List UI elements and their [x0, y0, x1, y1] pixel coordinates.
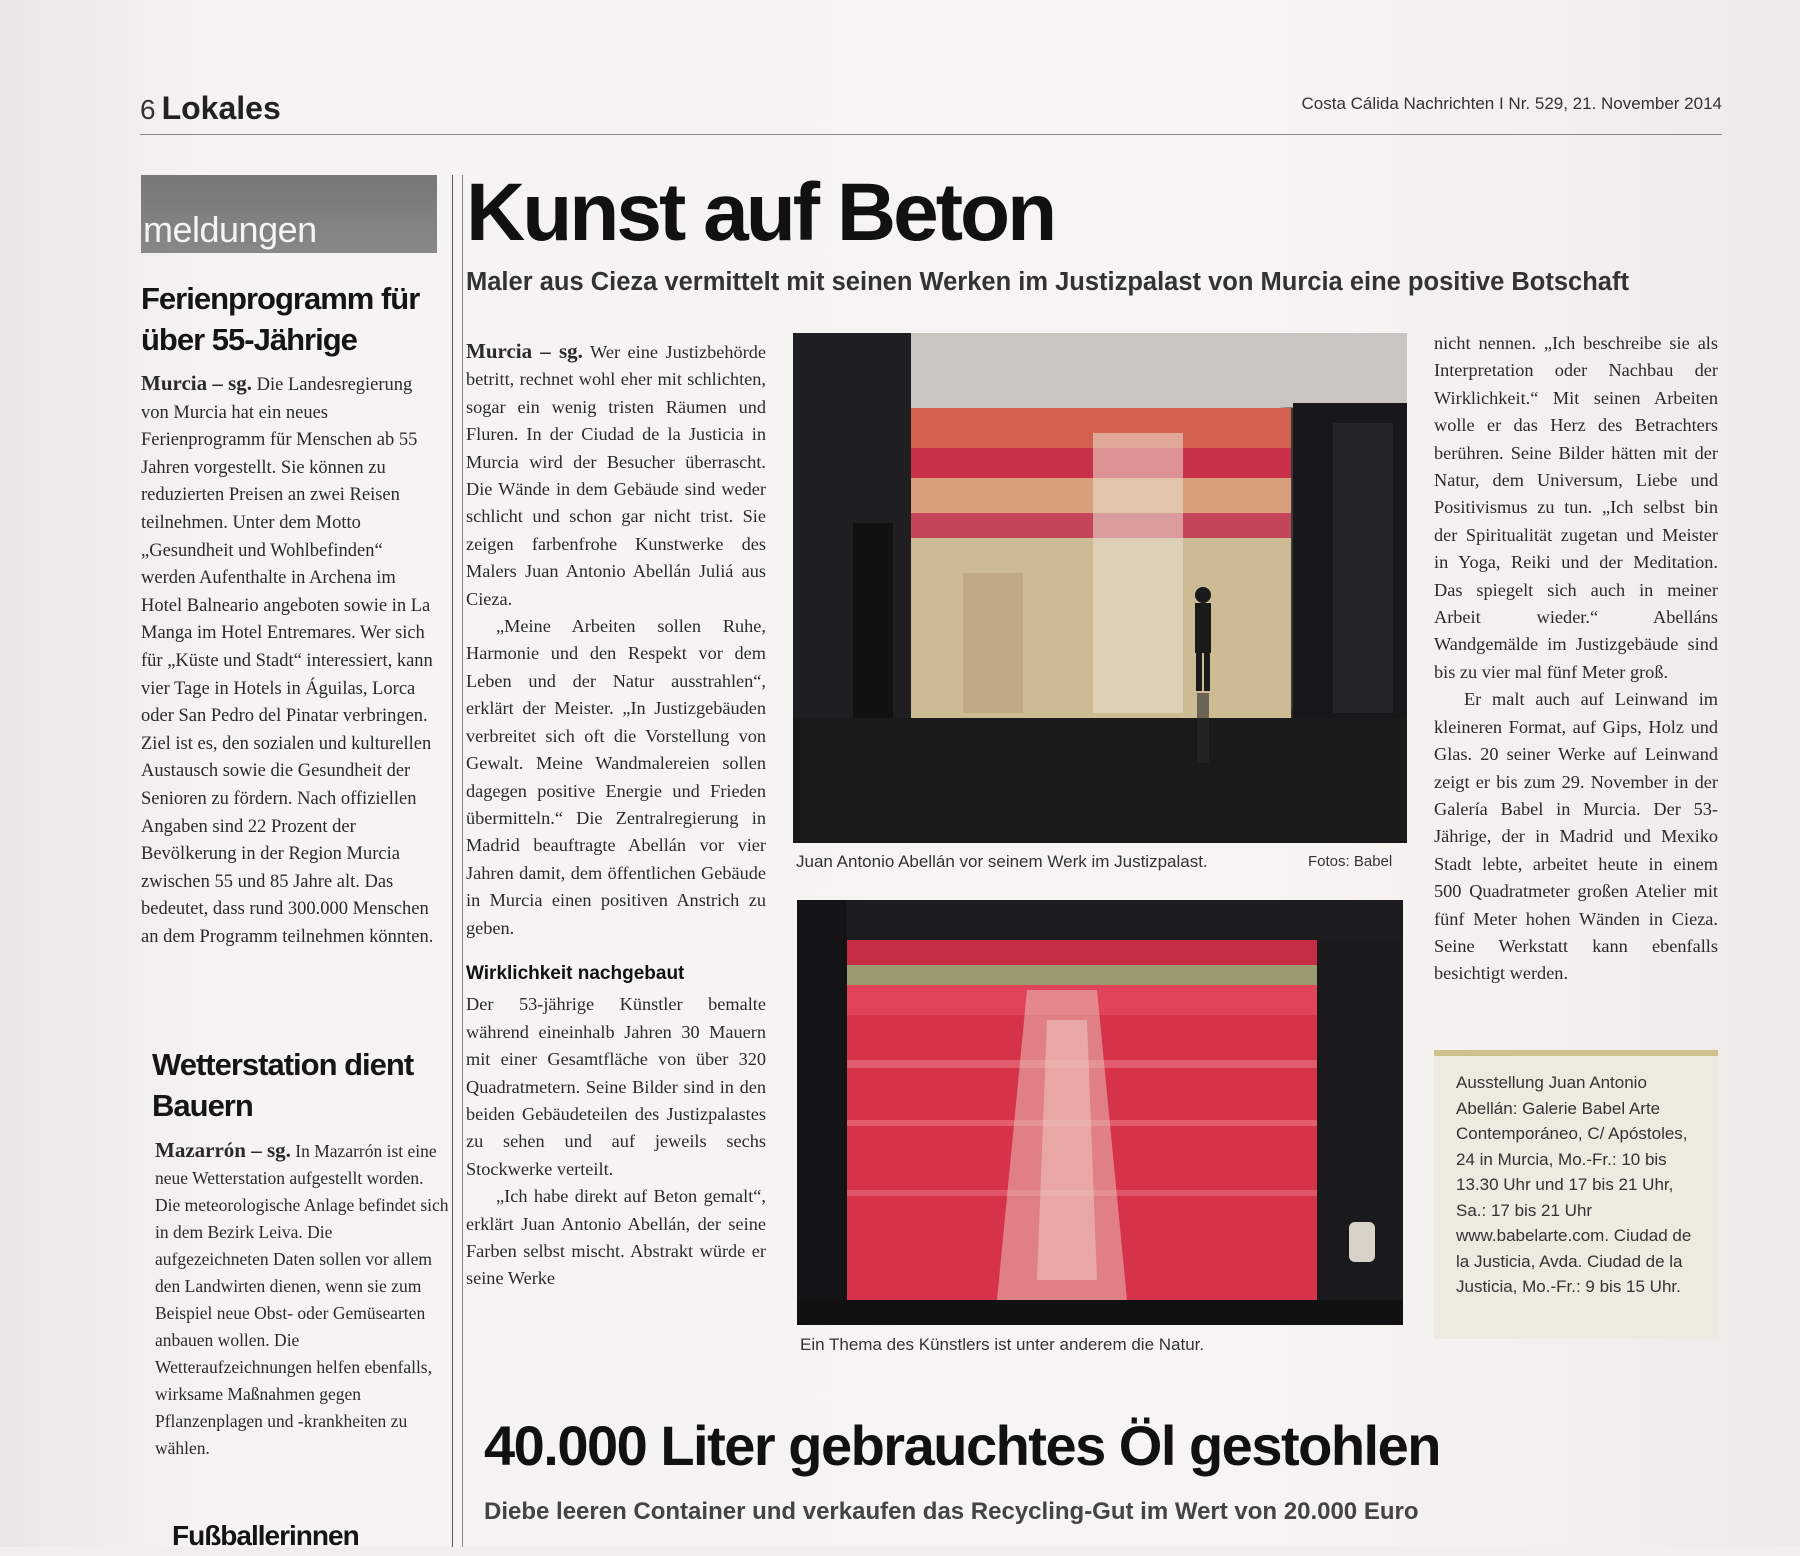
- article-subhead: Wirklichkeit nachgebaut: [466, 962, 685, 984]
- exhibition-infobox: [1434, 1050, 1718, 1339]
- infobox-text: Ausstellung Juan Antonio Abellán: Galerie Babel Arte Contemporáneo, C/ Apóstoles, 24 in Murcia, Mo.-Fr.: 10 bis 13.30 Uhr und 17 bis 21 Uhr, Sa.: 17 bis 21 Uhr www.babelarte.com. Ciudad de la Justicia, Avda. Ciudad de la Justicia, Mo.-Fr.: 9 bis 15 Uhr.: [1456, 1073, 1692, 1296]
- paragraph-text: Wer eine Justizbehörde betritt, rechnet wohl eher mit schlichten, sogar ein wenig tristen Räumen und Fluren. In der Ciudad de la Justicia in Murcia wird der Besucher überrascht. Die Wände in dem Gebäude sind weder schlicht und schon gar nicht trist. Sie zeigen farbenfrohe Kunstwerke des Malers Juan Antonio Abellán Juliá aus Cieza.: [466, 342, 766, 609]
- photo-credit: Fotos: Babel: [1308, 853, 1393, 870]
- section-title: Lokales: [161, 90, 281, 126]
- header-rule: [140, 134, 1722, 135]
- photo-illustration: [797, 900, 1403, 1325]
- news-text-ferienprogramm: [141, 370, 439, 1010]
- page-header: [140, 90, 281, 127]
- bottom-article-subheadline: Diebe leeren Container und verkaufen das Recycling-Gut im Wert von 20.000 Euro: [484, 1498, 1419, 1525]
- article-paragraph: Er malt auch auf Leinwand im kleineren Format, auf Gips, Holz und Glas. 20 seiner Werke auf Leinwand zeigt er bis zum 29. November in der Galería Babel in Murcia. Der 53-Jährige, der in Madrid und Mexiko Stadt lebte, arbeitet heute in einem 500 Quadratmeter großen Atelier mit fünf Meter hohen Wänden in Cieza. Seine Werkstatt kann ebenfalls besichtigt werden.: [1434, 689, 1718, 984]
- news-body: Die Landesregierung von Murcia hat ein neues Ferienprogramm für Menschen ab 55 Jahren vorgestellt. Sie können zu reduzierten Preisen an zwei Reisen teilnehmen. Unter dem Motto „Gesundheit und Wohlbefinden“ werden Aufenthalte in Archena im Hotel Balneario angeboten sowie in La Manga im Hotel Entremares. Wer sich für „Küste und Stadt“ interessiert, kann vier Tage in Hotels in Águilas, Lorca oder San Pedro del Pinatar verbringen. Ziel ist es, den sozialen und kulturellen Austausch sowie die Gesundheit der Senioren zu fördern. Nach offiziellen Angaben sind 22 Prozent der Bevölkerung in der Region Murcia zwischen 55 und 85 Jahre alt. Das bedeutet, dass rund 300.000 Menschen an dem Programm teilnehmen könnten.: [141, 375, 434, 947]
- article-column-3: [1434, 330, 1718, 988]
- article-paragraph: „Ich habe direkt auf Beton gemalt“, erklärt Juan Antonio Abellán, der seine Farben selbst mischt. Abstrakt würde er seine Werke: [466, 1186, 766, 1289]
- dateline: Murcia – sg.: [141, 371, 253, 395]
- photo-caption-1: Juan Antonio Abellán vor seinem Werk im Justizpalast.: [796, 852, 1208, 871]
- news-body: In Mazarrón ist eine neue Wetterstation aufgestellt worden. Die meteorologische Anlage befindet sich in dem Bezirk Leiva. Die aufgezeichneten Daten sollen vor allem den Landwirten dienen, wenn sie zum Beispiel neue Obst- oder Gemüsearten anbauen wollen. Die Wetteraufzeichnungen helfen ebenfalls, wirksame Maßnahmen gegen Pflanzenplagen und -krankheiten zu wählen.: [155, 1141, 449, 1458]
- news-headline-fussballerinnen: Fußballerinnen: [172, 1520, 359, 1551]
- news-headline-wetterstation: Wetterstation dient Bauern: [152, 1047, 414, 1123]
- kicker-label: meldungen: [143, 209, 317, 250]
- article-subheadline: Maler aus Cieza vermittelt mit seinen Werken im Justizpalast von Murcia eine positive Botschaft: [466, 268, 1629, 296]
- page-number: 6: [140, 94, 156, 125]
- column-divider: [462, 175, 463, 1547]
- photo-red-mural: [797, 900, 1403, 1325]
- photo-caption-2: Ein Thema des Künstlers ist unter anderem die Natur.: [800, 1335, 1205, 1354]
- photo-illustration: [793, 333, 1407, 843]
- article-paragraph: [466, 338, 766, 613]
- article-column-1: [466, 338, 766, 1293]
- publication-line: Costa Cálida Nachrichten I Nr. 529, 21. November 2014: [1301, 94, 1722, 113]
- news-text-wetterstation: [155, 1137, 450, 1462]
- article-paragraph: Der 53-jährige Künstler bemalte während eineinhalb Jahren 30 Mauern mit einer Gesamtfläche von über 320 Quadratmetern. Seine Bilder sind in den beiden Gebäudeteilen des Justizpalastes zu sehen und auf jeweils sechs Stockwerke verteilt.: [466, 994, 766, 1179]
- article-paragraph: „Meine Arbeiten sollen Ruhe, Harmonie und den Respekt vor dem Leben und der Natur ausstrahlen“, erklärt der Meister. „In Justizgebäuden verbreitet sich oft die Vorstellung von Gewalt. Meine Wandmalereien sollen dagegen positive Energie und Frieden übermitteln.“ Die Zentralregierung in Madrid beauftragte Abellán vor vier Jahren damit, dem öffentlichen Gebäude in Murcia einen positiven Anstrich zu geben.: [466, 616, 766, 938]
- dateline: Murcia – sg.: [466, 339, 583, 363]
- news-headline-ferienprogramm: Ferienprogramm für über 55-Jährige: [141, 281, 420, 357]
- meldungen-kicker: [141, 175, 437, 253]
- dateline: Mazarrón – sg.: [155, 1138, 291, 1162]
- column-divider: [452, 175, 453, 1547]
- article-paragraph: nicht nennen. „Ich beschreibe sie als Interpretation oder Nachbau der Wirklichkeit.“ Mit seinen Arbeiten wolle er das Herz des Betrachters berühren. Seine Bilder hätten mit der Natur, dem Universum, Liebe und Positivismus zu tun. „Ich selbst bin der Spiritualität zugetan und Meister in Yoga, Reiki und der Meditation. Das spiegelt sich auch in meiner Arbeit wieder.“ Abelláns Wandgemälde im Justizgebäude sind bis zu vier mal fünf Meter groß.: [1434, 333, 1718, 682]
- article-headline: Kunst auf Beton: [466, 167, 1055, 258]
- photo-artist-in-justizpalast: [793, 333, 1407, 843]
- bottom-article-headline: 40.000 Liter gebrauchtes Öl gestohlen: [484, 1414, 1440, 1477]
